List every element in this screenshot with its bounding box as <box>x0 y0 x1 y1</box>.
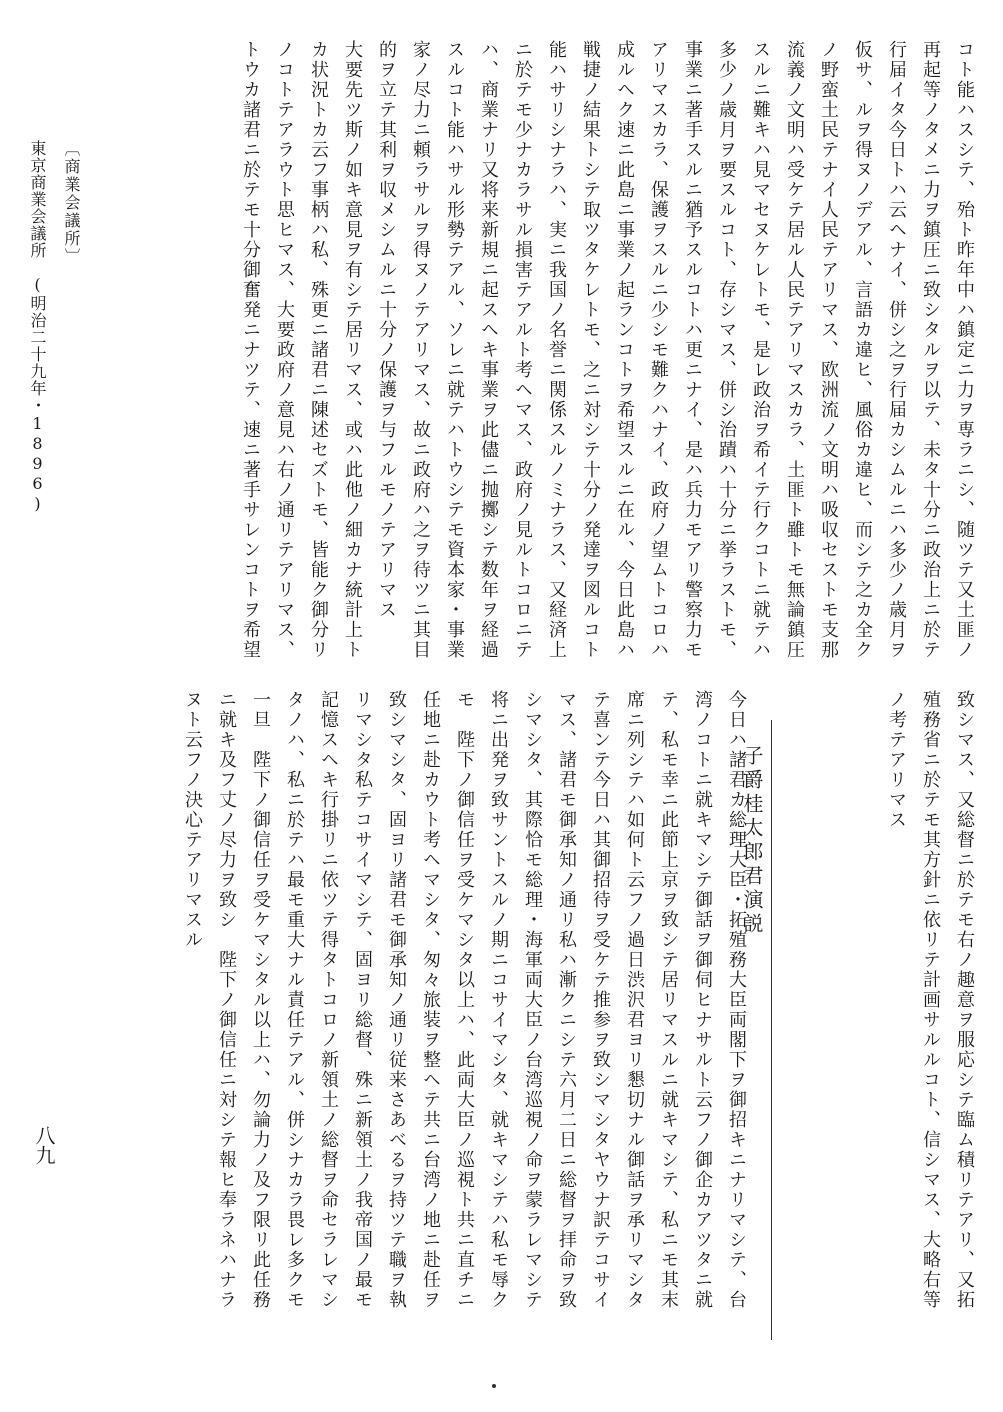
text-column: 能ハサリシナラハ、実ニ我国ノ名誉ニ関係スルノミナラス、又経済上 <box>546 40 567 660</box>
text-column: ニ於テモ少ナカラサル損害テアルト考ヘマス、政府ノ見ルトコロニテ <box>512 40 533 660</box>
text-column: テ喜ンテ今日ハ其御招待ヲ受ケテ推参ヲ致シマシタヤウナ訳テコサイ <box>590 690 611 1310</box>
page-dot <box>492 1384 496 1388</box>
text-column: 湾ノコトニ就キマシテ御話ヲ御伺ヒナサルト云フノ御企カアツタニ就 <box>692 690 713 1310</box>
text-column: タノハ、私ニ於テハ最モ重大ナル責任テアル、併シナカラ畏レ多クモ <box>284 690 305 1310</box>
text-column: スルコト能ハサル形勢テアル、ソレニ就テハトウシテモ資本家・事業 <box>444 40 465 660</box>
text-column: 今日ハ諸君カ総理大臣・拓殖務大臣両閣下ヲ御招キニナリマシテ、台 <box>726 690 747 1310</box>
lower-left-text-block <box>103 690 753 1350</box>
text-column: 行届イタ今日トハ云ヘナイ、併シ之ヲ行届カシムルニハ多少ノ歳月ヲ <box>886 40 907 660</box>
source-title-wrap <box>26 140 49 660</box>
text-column: ノ考テアリマス <box>886 690 907 830</box>
text-column: 席ニ列シテハ如何ト云フノ過日渋沢君ヨリ懇切ナル御話ヲ承リマシタ <box>624 690 645 1310</box>
source-date: (明治二十九年・1896) <box>28 275 47 514</box>
text-column: コト能ハスシテ、殆ト昨年中ハ鎮定ニ力ヲ専ラニシ、随ツテ又土匪ノ <box>954 40 975 660</box>
lower-right-text-block <box>761 690 981 1350</box>
text-column: アリマスカラ、保護ヲスルニ少シモ難クハナイ、政府ノ望ムトコロハ <box>648 40 669 660</box>
page-number: 八九 <box>32 1125 56 1165</box>
text-column: ヌト云フノ決心テアリマスル <box>182 690 203 950</box>
text-column: 事業ニ著手スルニ猶予スルコトハ更ニナイ、是ハ兵力モアリ警察力モ <box>682 40 703 660</box>
text-column: 流義ノ文明ハ受ケテ居ル人民テアリマスカラ、土匪ト雖トモ無論鎮圧 <box>784 40 805 660</box>
text-column: ノコトテアラウト思ヒマス、大要政府ノ意見ハ右ノ通リテアリマス、 <box>274 40 295 660</box>
text-column: 成ルヘク速ニ此島ニ事業ノ起ランコトヲ希望スルニ在ル、今日此島ハ <box>614 40 635 660</box>
source-note <box>60 140 83 660</box>
text-column: 家ノ尽力ニ頼ラサルヲ得ヌノテアリマス、故ニ政府ハ之ヲ待ツニ其目 <box>410 40 431 660</box>
text-column: ニ就キ及フ丈ノ尽力ヲ致シ 陛下ノ御信任ニ対シテ報ヒ奉ラネハナラ <box>216 690 237 1310</box>
text-column: 一旦 陛下ノ御信任ヲ受ケマシタル以上ハ、勿論力ノ及フ限リ此任務 <box>250 690 271 1310</box>
text-column: 再起等ノタメニ力ヲ鎮圧ニ致シタルヲ以テ、未タ十分ニ政治上ニ於テ <box>920 40 941 660</box>
text-column: ハ、商業ナリ又将来新規ニ起スヘキ事業ヲ此儘ニ抛擲シテ数年ヲ経過 <box>478 40 499 660</box>
speech-heading: 子爵桂太郎君演説 <box>740 745 764 937</box>
text-column: ノ野蛮土民テナイ人民テアリマス、欧洲流ノ文明ハ吸収セストモ支那 <box>818 40 839 660</box>
text-column: 記憶スヘキ行掛リニ依ツテ得タトコロノ新領土ノ総督ヲ命セラレマシ <box>318 690 339 1310</box>
text-column: カ状況トカ云フ事柄ハ私、殊更ニ諸君ニ陳述セズトモ、皆能ク御分リ <box>308 40 329 660</box>
upper-text-block <box>91 40 981 660</box>
section-divider <box>771 720 772 1340</box>
text-column: トウカ諸君ニ於テモ十分御奮発ニナツテ、速ニ著手サレンコトヲ希望 <box>240 40 261 660</box>
text-column: 致シマス、又総督ニ於テモ右ノ趣意ヲ服応シテ臨ム積リテアリ、又拓 <box>954 690 975 1310</box>
text-column: シマシタ、其際恰モ総理・海軍両大臣ノ台湾巡視ノ命ヲ蒙ラレマシテ <box>522 690 543 1310</box>
text-column: テ、私モ幸ニ此節上京ヲ致シテ居リマスルニ就キマシテ、私ニモ其末 <box>658 690 679 1310</box>
text-column: 多少ノ歳月ヲ要スルコト、存シマス、併シ治蹟ハ十分ニ挙ラストモ、 <box>716 40 737 660</box>
source-title: 東京商業会議所 <box>28 140 47 259</box>
text-column: 将ニ出発ヲ致サントスルノ期ニコサイマシタ、就キマシテハ私モ辱ク <box>488 690 509 1310</box>
text-column: 仮サ、ルヲ得ヌノデアル、言語カ違ヒ、風俗カ違ヒ、而シテ之カ全ク <box>852 40 873 660</box>
text-column: スルニ難キハ見マセヌケレトモ、是レ政治ヲ希イテ行クコトニ就テハ <box>750 40 771 660</box>
text-column: 任地ニ赴カウト考ヘマシタ、匆々旅装ヲ整ヘテ共ニ台湾ノ地ニ赴任ヲ <box>420 690 441 1310</box>
text-column: 戦捷ノ結果トシテ取ツタケレトモ、之ニ対シテ十分ノ発達ヲ図ルコト <box>580 40 601 660</box>
text-column: モ 陛下ノ御信任ヲ受ケマシタ以上ハ、此両大臣ノ巡視ト共ニ直チニ <box>454 690 475 1310</box>
text-column: 殖務省ニ於テモ其方針ニ依リテ計画サルルコト、信シマス、大略右等 <box>920 690 941 1310</box>
source-label: 〔商業会議所〕 <box>62 140 81 266</box>
text-column: 大要先ツ斯ノ如キ意見ヲ有シテ居リマス、或ハ此他ノ細カナ統計上ト <box>342 40 363 660</box>
text-column: リマシタ私テコサイマシテ、固ヨリ総督、殊ニ新領土ノ我帝国ノ最モ <box>352 690 373 1310</box>
text-column: 的ヲ立テ其利ヲ収メシムルニ十分ノ保護ヲ与フルモノテアリマス <box>376 40 397 620</box>
text-column: 致シマシタ、固ヨリ諸君モ御承知ノ通リ従来さあべるヲ持ツテ職ヲ執 <box>386 690 407 1310</box>
text-column: マス、諸君モ御承知ノ通リ私ハ漸クニシテ六月二日ニ総督ヲ拝命ヲ致 <box>556 690 577 1310</box>
